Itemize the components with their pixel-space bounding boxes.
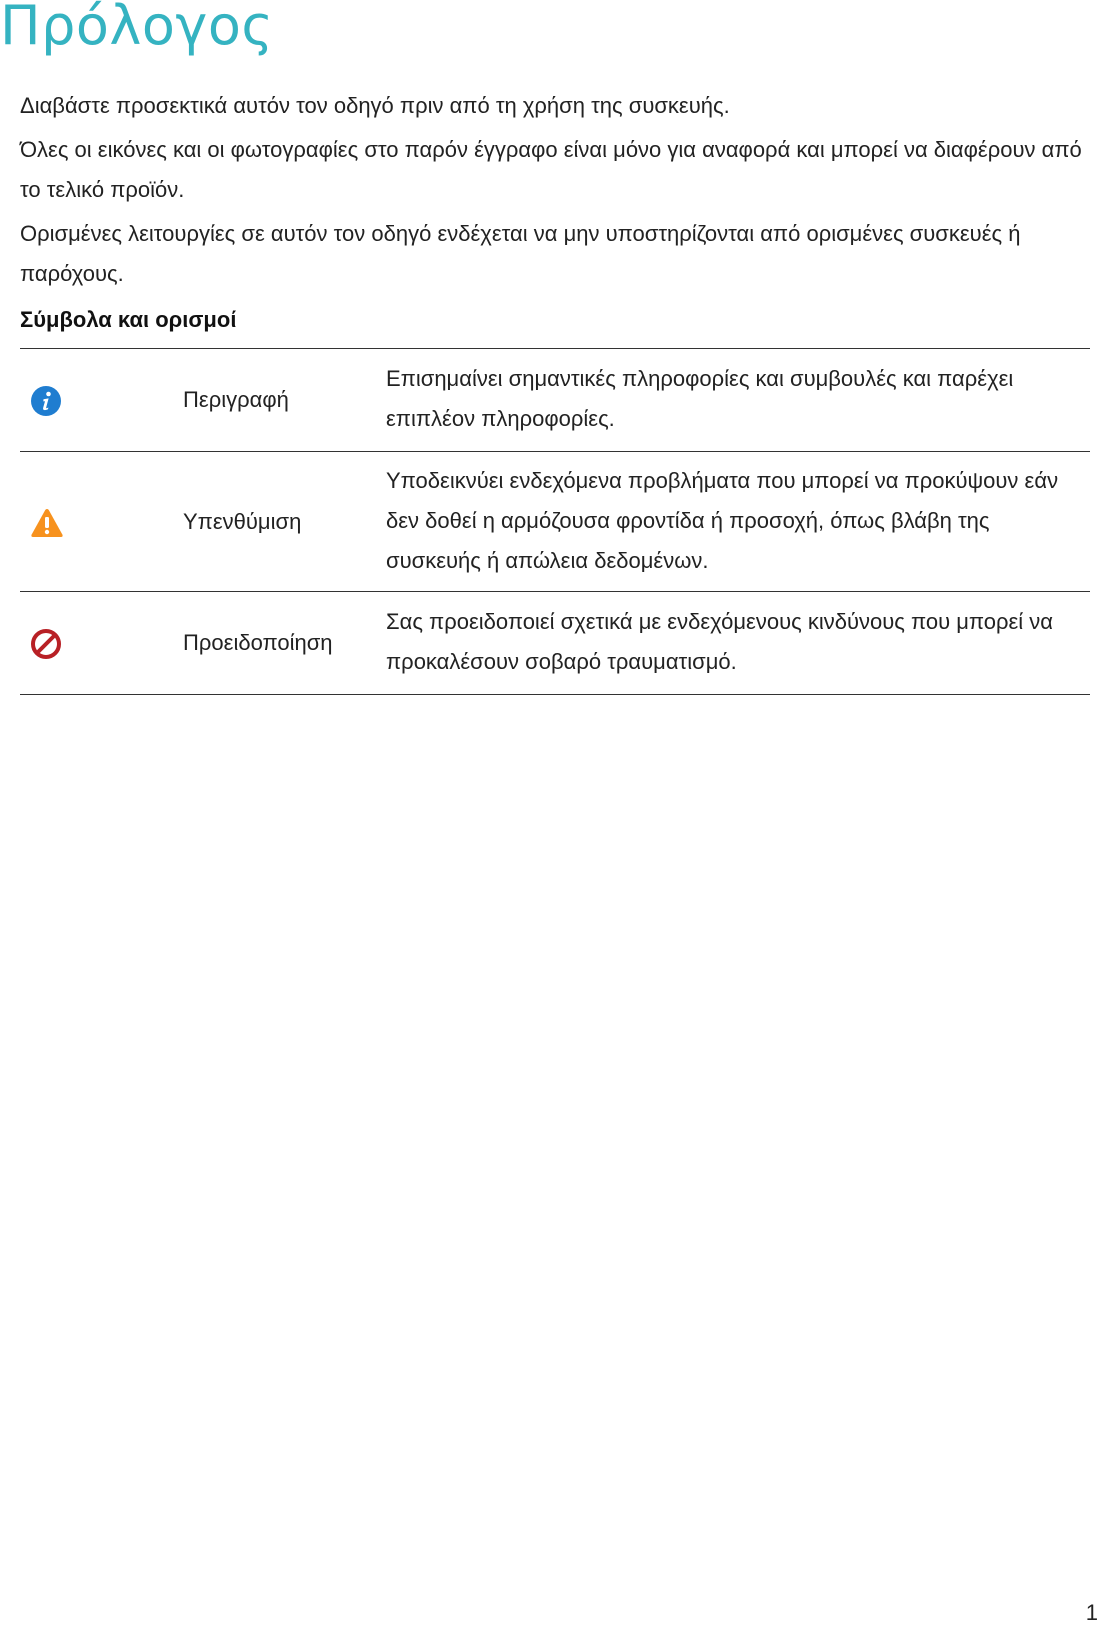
intro-paragraph-features-disclaimer: Ορισμένες λειτουργίες σε αυτόν τον οδηγό ενδέχεται να μην υποστηρίζονται από ορισμένες συσκευές ή παρόχους.: [20, 221, 1021, 286]
page-number: 1: [1085, 1600, 1098, 1625]
table-row: [20, 349, 1090, 452]
symbols-table: [20, 348, 1090, 695]
section-heading-symbols: Σύμβολα και ορισμοί: [20, 307, 237, 332]
info-icon: [30, 385, 62, 417]
symbol-term: Προειδοποίηση: [183, 592, 386, 695]
intro-paragraph-images-disclaimer: Όλες οι εικόνες και οι φωτογραφίες στο παρόν έγγραφο είναι μόνο για αναφορά και μπορεί να διαφέρουν από το τελικό προϊόν.: [20, 137, 1082, 202]
intro-paragraph-read-guide: Διαβάστε προσεκτικά αυτόν τον οδηγό πριν από τη χρήση της συσκευής.: [20, 93, 730, 118]
symbol-description: Σας προειδοποιεί σχετικά με ενδεχόμενους κινδύνους που μπορεί να προκαλέσουν σοβαρό τραυματισμό.: [386, 592, 1090, 695]
symbol-description: Επισημαίνει σημαντικές πληροφορίες και συμβουλές και παρέχει επιπλέον πληροφορίες.: [386, 349, 1090, 452]
page-title: Πρόλογος: [0, 0, 274, 57]
prohibited-icon: [30, 628, 62, 660]
symbol-term: Υπενθύμιση: [183, 452, 386, 592]
document-body: [20, 86, 1090, 695]
symbol-description: Υποδεικνύει ενδεχόμενα προβλήματα που μπορεί να προκύψουν εάν δεν δοθεί η αρμόζουσα φροντίδα ή προσοχή, όπως βλάβη της συσκευής ή απώλεια δεδομένων.: [386, 452, 1090, 592]
symbol-term: Περιγραφή: [183, 349, 386, 452]
warning-triangle-icon: [30, 507, 62, 539]
table-row: [20, 592, 1090, 695]
table-row: [20, 452, 1090, 592]
